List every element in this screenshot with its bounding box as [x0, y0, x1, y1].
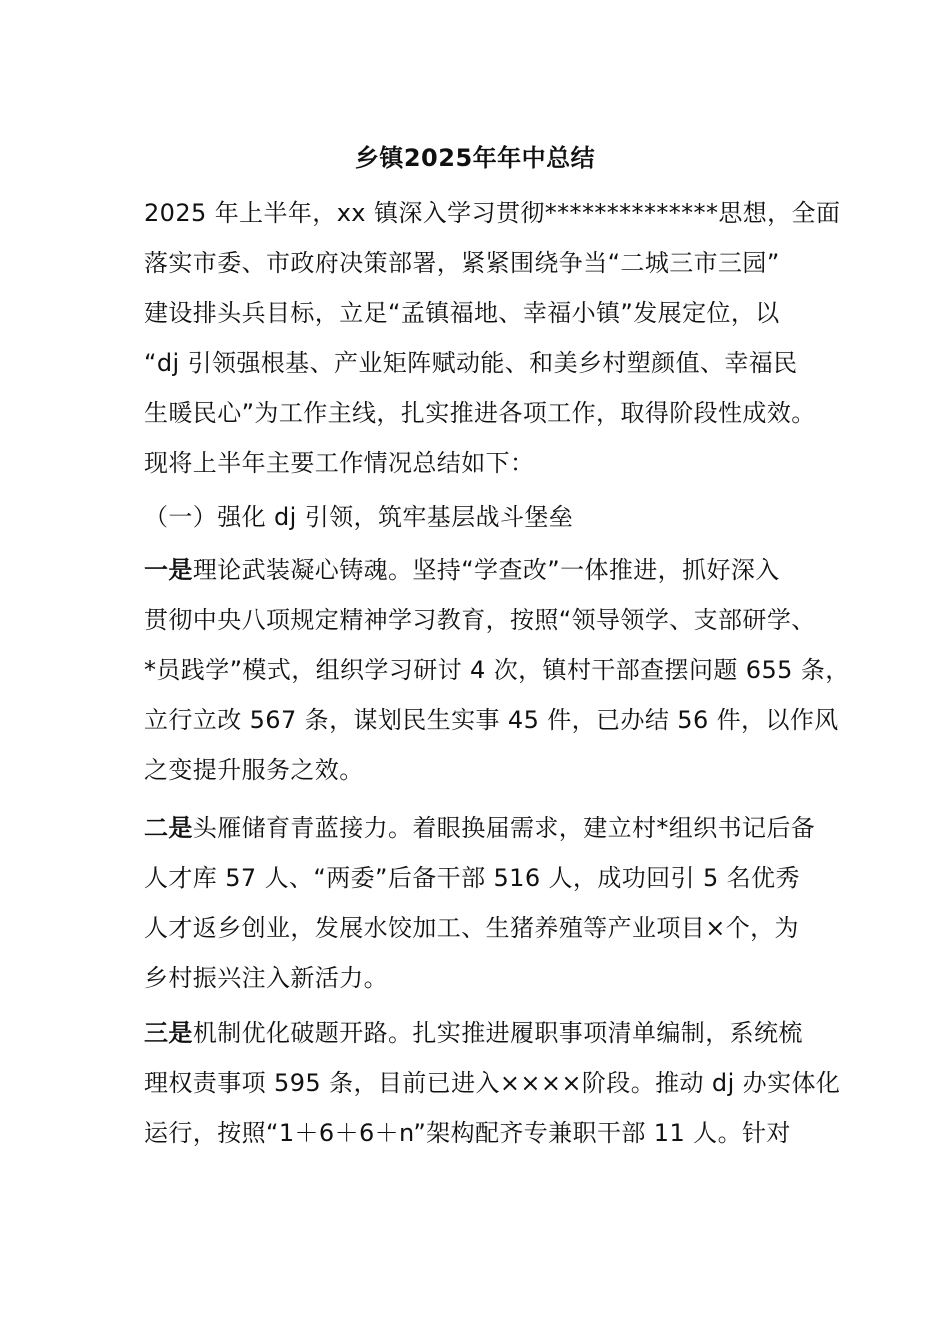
intro-line: 现将上半年主要工作情况总结如下：: [144, 449, 535, 477]
item-one-paragraph: [144, 545, 850, 795]
item-line: 之变提升服务之效。: [144, 756, 364, 784]
item-line: 立行立改 567 条，谋划民生实事 45 件，已办结 56 件，以作风: [144, 706, 839, 734]
item-line: [144, 545, 824, 595]
intro-paragraph: [144, 188, 841, 488]
item-lead-label: 一是: [144, 556, 193, 584]
intro-line: 建设排头兵目标，立足“孟镇福地、幸福小镇”发展定位，以: [144, 299, 780, 327]
item-line: 乡村振兴注入新活力。: [144, 964, 388, 992]
section-heading: [144, 492, 824, 542]
intro-line: 落实市委、市政府决策部署，紧紧围绕争当“二城三市三园”: [144, 249, 780, 277]
section-heading-text: （一）强化 dj 引领，筑牢基层战斗堡垒: [144, 503, 574, 531]
item-line: [144, 803, 824, 853]
item-line-text: 头雁储育青蓝接力。着眼换届需求，建立村*组织书记后备: [192, 814, 816, 842]
item-line: 理权责事项 595 条，目前已进入××××阶段。推动 dj 办实体化: [144, 1069, 841, 1097]
item-line: *员践学”模式，组织学习研讨 4 次，镇村干部查摆问题 655 条，: [144, 656, 850, 684]
intro-line: “dj 引领强根基、产业矩阵赋动能、和美乡村塑颜值、幸福民: [144, 349, 798, 377]
item-line: 人才库 57 人、“两委”后备干部 516 人，成功回引 5 名优秀: [144, 864, 800, 892]
item-lead-label: 二是: [144, 814, 193, 842]
item-lead-label: 三是: [144, 1019, 193, 1047]
item-line: [144, 1008, 824, 1058]
document-title: 乡镇2025年年中总结: [354, 144, 596, 172]
item-three-paragraph: [144, 1008, 841, 1158]
item-two-paragraph: [144, 803, 824, 1003]
intro-line: 2025 年上半年，xx 镇深入学习贯彻**************思想，全面: [144, 199, 841, 227]
item-line-text: 机制优化破题开路。扎实推进履职事项清单编制，系统梳: [192, 1019, 803, 1047]
intro-line: 生暖民心”为工作主线，扎实推进各项工作，取得阶段性成效。: [144, 399, 816, 427]
item-line: 贯彻中央八项规定精神学习教育，按照“领导领学、支部研学、: [144, 606, 816, 634]
item-line-text: 理论武装凝心铸魂。坚持“学查改”一体推进，抓好深入: [192, 556, 780, 584]
item-line: 人才返乡创业，发展水饺加工、生猪养殖等产业项目×个，为: [144, 914, 799, 942]
item-line: 运行，按照“1＋6＋6＋n”架构配齐专兼职干部 11 人。针对: [144, 1119, 791, 1147]
